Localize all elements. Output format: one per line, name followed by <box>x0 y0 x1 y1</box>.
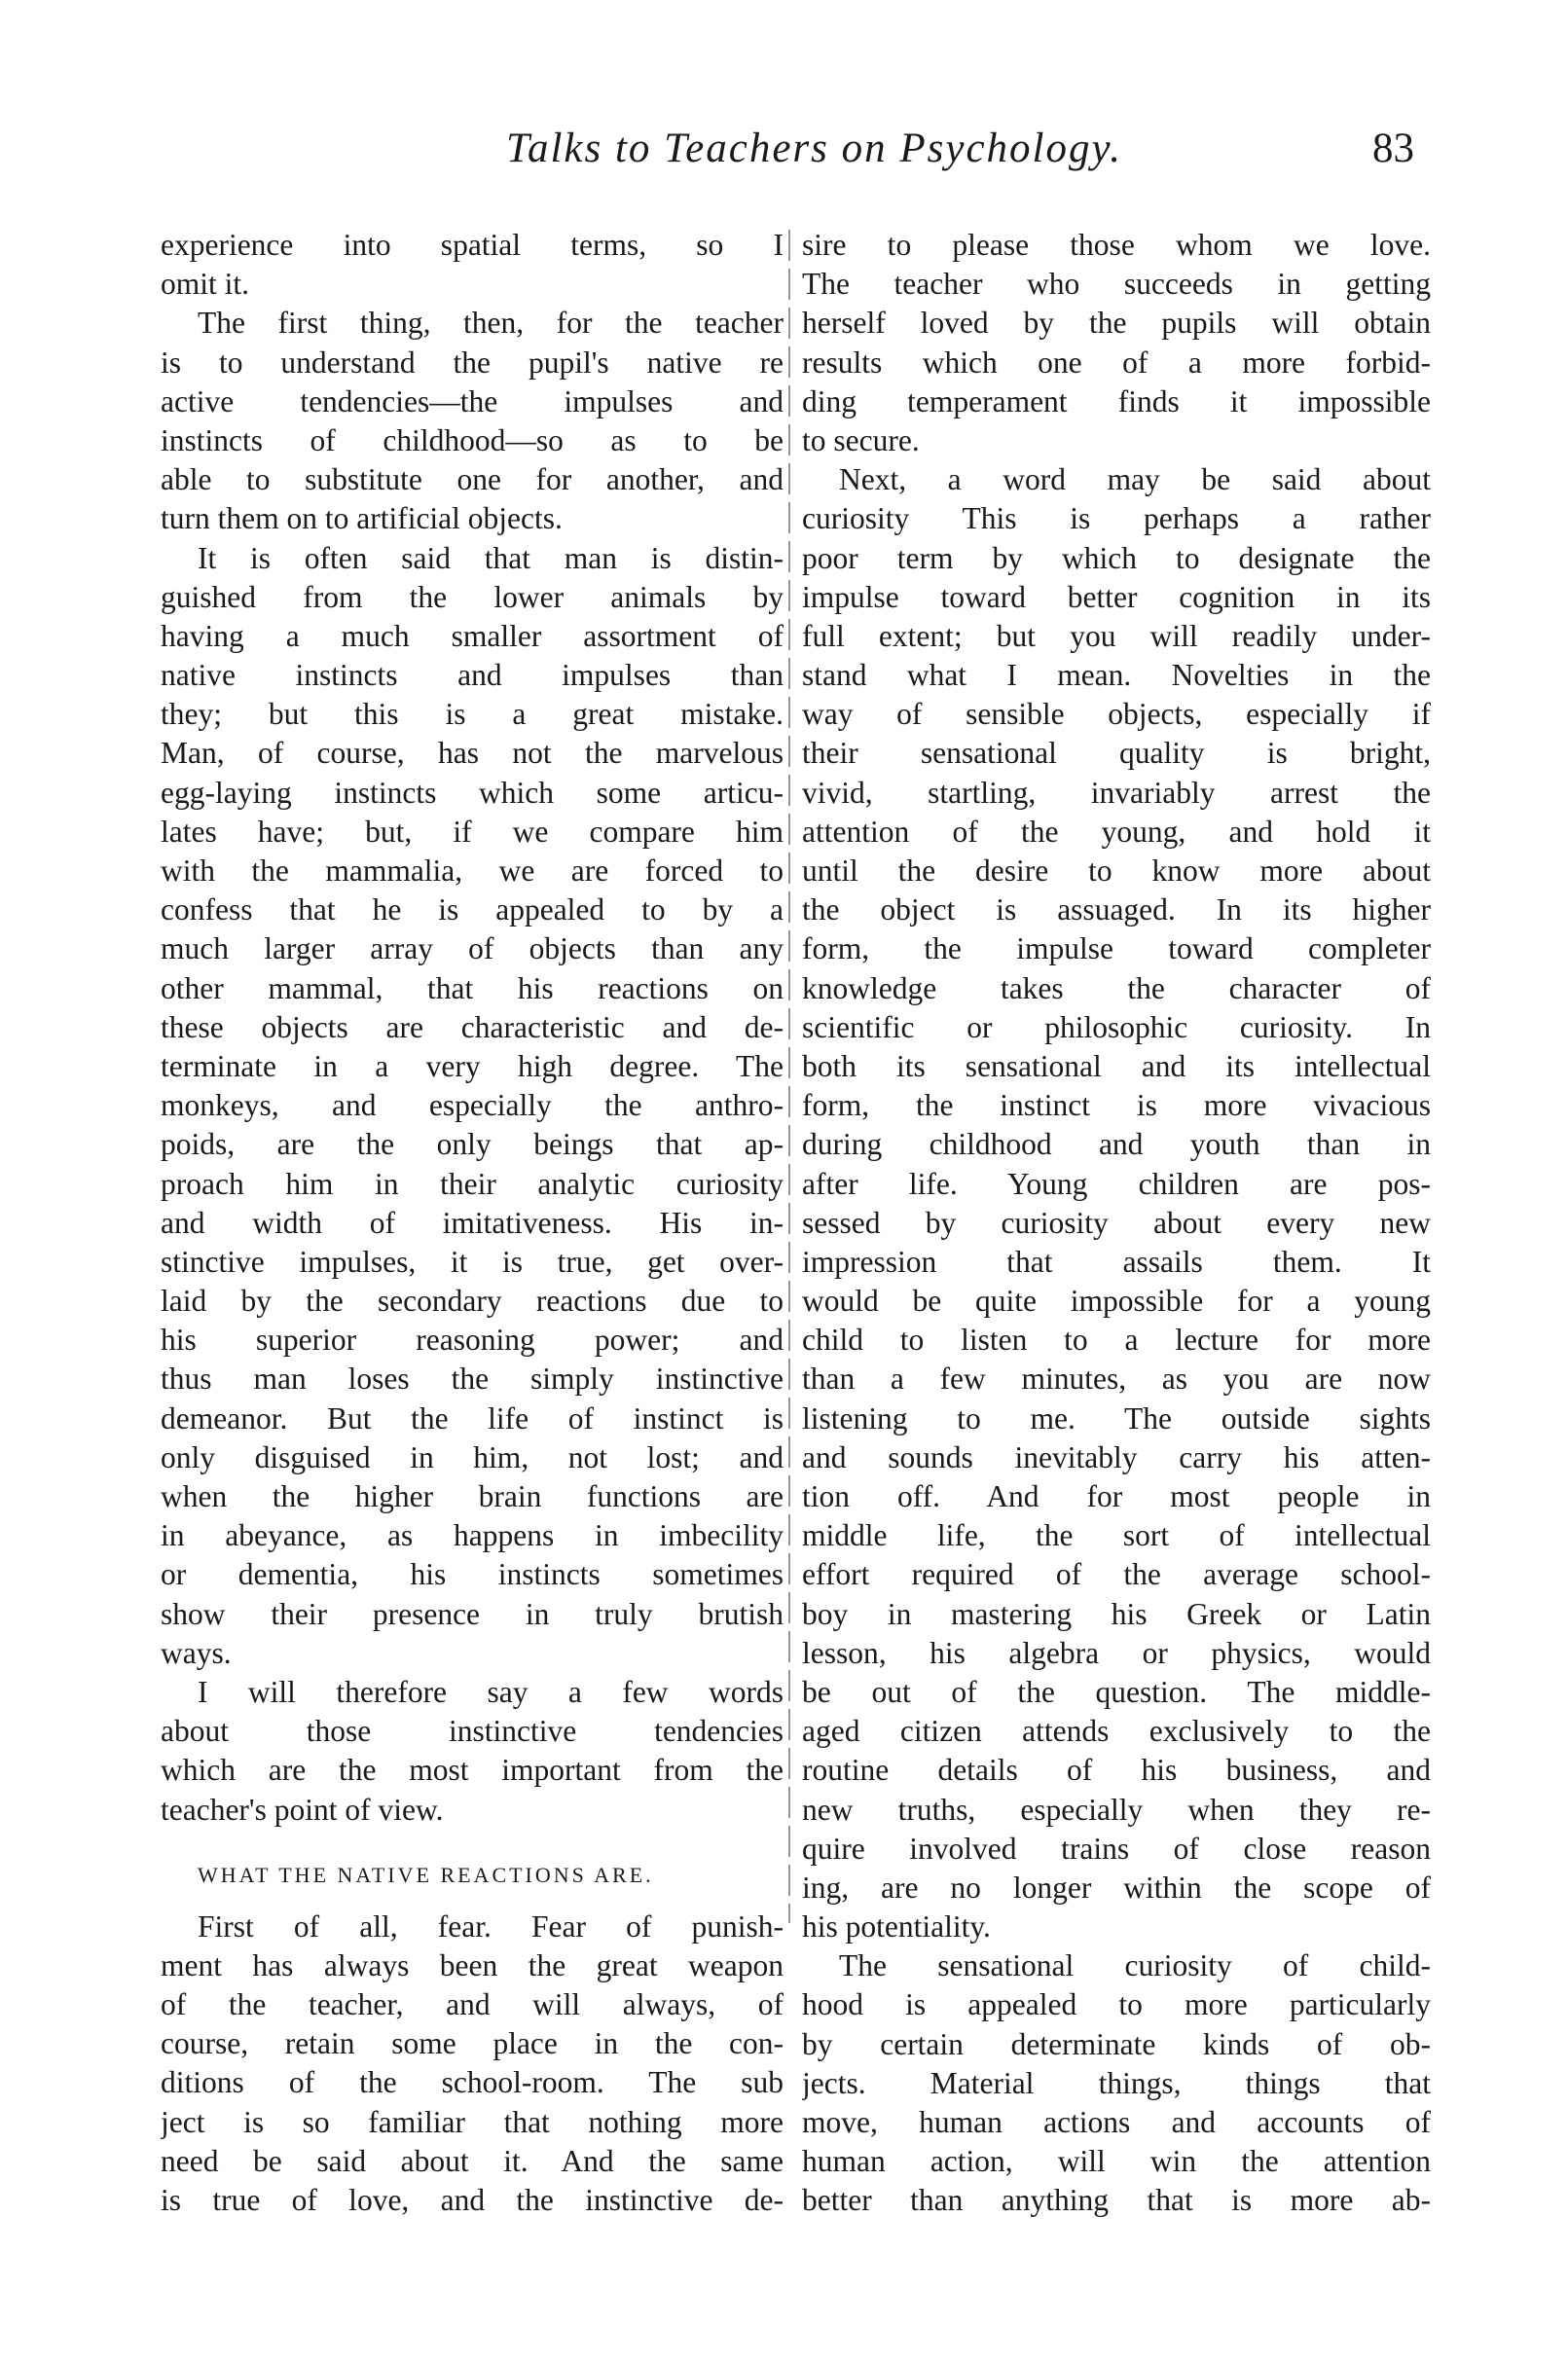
text-line: stand what I mean. Novelties in the <box>802 658 1431 693</box>
text-line: The sensational curiosity of child- <box>839 1948 1431 1983</box>
right-column <box>802 226 1431 2221</box>
text-line: herself loved by the pupils will obtain <box>802 306 1431 341</box>
text-line: experience into spatial terms, so I <box>161 228 784 262</box>
text-line: his superior reasoning power; and <box>161 1323 784 1358</box>
text-line: much larger array of objects than any <box>161 931 784 966</box>
text-line: ment has always been the great weapon <box>161 1947 784 1982</box>
text-line: in abeyance, as happens in imbecility <box>161 1518 784 1553</box>
left-column <box>161 226 784 2220</box>
text-line: impulse toward better cognition in its <box>802 579 1431 614</box>
text-line: than a few minutes, as you are now <box>802 1362 1431 1397</box>
text-line: form, the instinct is more vivacious <box>802 1088 1431 1123</box>
text-line: knowledge takes the character of <box>802 970 1431 1005</box>
text-line: the object is assuaged. In its higher <box>802 892 1431 927</box>
text-line: or dementia, his instincts sometimes <box>161 1557 784 1592</box>
text-line: monkeys, and especially the anthro- <box>161 1088 784 1123</box>
text-line: boy in mastering his Greek or Latin <box>802 1596 1431 1631</box>
text-line: ject is so familiar that nothing more <box>161 2104 784 2139</box>
text-line: omit it. <box>161 267 250 302</box>
text-line: human action, will win the attention <box>802 2144 1431 2179</box>
text-line: only disguised in him, not lost; and <box>161 1439 784 1474</box>
text-line: would be quite impossible for a young <box>802 1284 1431 1319</box>
text-line: having a much smaller assortment of <box>161 618 784 653</box>
text-line: I will therefore say a few words <box>198 1674 784 1709</box>
text-line: about those instinctive tendencies <box>161 1714 784 1749</box>
running-head <box>0 125 1568 183</box>
text-line: they; but this is a great mistake. <box>161 697 784 732</box>
text-line: thus man loses the simply instinctive <box>161 1362 784 1397</box>
text-line: way of sensible objects, especially if <box>802 697 1431 732</box>
text-line: other mammal, that his reactions on <box>161 970 784 1005</box>
text-line: vivid, startling, invariably arrest the <box>802 775 1431 810</box>
text-line: of the teacher, and will always, of <box>161 1987 784 2022</box>
text-line: poids, are the only beings that ap- <box>161 1127 784 1162</box>
text-line: ing, are no longer within the scope of <box>802 1870 1431 1905</box>
text-line: impression that assails them. It <box>802 1244 1431 1279</box>
text-line: Man, of course, has not the marvelous <box>161 736 784 771</box>
text-line: sire to please those whom we love. <box>802 228 1431 262</box>
text-line: The first thing, then, for the teacher <box>198 306 784 341</box>
text-line: until the desire to know more about <box>802 854 1431 888</box>
text-line: ways. <box>161 1635 232 1670</box>
text-line: instincts of childhood—so as to be <box>161 422 784 457</box>
text-line: hood is appealed to more particularly <box>802 1987 1431 2022</box>
text-line: middle life, the sort of intellectual <box>802 1518 1431 1553</box>
text-line: their sensational quality is bright, <box>802 736 1431 771</box>
text-line: move, human actions and accounts of <box>802 2105 1431 2139</box>
text-line: full extent; but you will readily under- <box>802 618 1431 653</box>
running-title: Talks to Teachers on Psychology. <box>506 126 1122 171</box>
text-line: laid by the secondary reactions due to <box>161 1284 784 1319</box>
text-line: confess that he is appealed to by a <box>161 892 784 927</box>
text-line: which are the most important from the <box>161 1753 784 1788</box>
text-line: active tendencies—the impulses and <box>161 383 784 418</box>
text-line: stinctive impulses, it is true, get over- <box>161 1244 784 1279</box>
text-line: when the higher brain functions are <box>161 1479 784 1513</box>
text-line: native instincts and impulses than <box>161 658 784 693</box>
text-line: results which one of a more forbid- <box>802 345 1431 380</box>
text-line: guished from the lower animals by <box>161 579 784 614</box>
text-line: aged citizen attends exclusively to the <box>802 1714 1431 1749</box>
text-line: child to listen to a lecture for more <box>802 1323 1431 1358</box>
text-line: lesson, his algebra or physics, would <box>802 1635 1431 1670</box>
text-line: his potentiality. <box>802 1909 991 1944</box>
text-line: It is often said that man is distin- <box>198 540 784 575</box>
text-line: show their presence in truly brutish <box>161 1596 784 1631</box>
text-line: attention of the young, and hold it <box>802 814 1431 849</box>
text-line: able to substitute one for another, and <box>161 462 784 497</box>
text-line: with the mammalia, we are forced to <box>161 854 784 888</box>
text-line: Next, a word may be said about <box>839 462 1431 497</box>
text-line: turn them on to artificial objects. <box>161 501 563 536</box>
text-line: course, retain some place in the con- <box>161 2026 784 2061</box>
text-line: new truths, especially when they re- <box>802 1792 1431 1827</box>
text-line: and width of imitativeness. His in- <box>161 1205 784 1240</box>
text-line: effort required of the average school- <box>802 1557 1431 1592</box>
text-line: jects. Material things, things that <box>802 2065 1431 2100</box>
text-line: form, the impulse toward completer <box>802 931 1431 966</box>
page-number: 83 <box>1372 126 1414 171</box>
text-line: The teacher who succeeds in getting <box>802 267 1431 302</box>
text-line: during childhood and youth than in <box>802 1127 1431 1162</box>
text-line: be out of the question. The middle- <box>802 1674 1431 1709</box>
text-line: ding temperament finds it impossible <box>802 383 1431 418</box>
text-line: lates have; but, if we compare him <box>161 814 784 849</box>
text-line: sessed by curiosity about every new <box>802 1205 1431 1240</box>
text-line: poor term by which to designate the <box>802 540 1431 575</box>
text-line: First of all, fear. Fear of punish- <box>198 1908 784 1944</box>
text-line: terminate in a very high degree. The <box>161 1048 784 1083</box>
text-line: need be said about it. And the same <box>161 2143 784 2178</box>
text-line: to secure. <box>802 422 920 457</box>
text-line: listening to me. The outside sights <box>802 1400 1431 1435</box>
text-line: demeanor. But the life of instinct is <box>161 1400 784 1435</box>
text-line: these objects are characteristic and de- <box>161 1009 784 1044</box>
text-line: after life. Young children are pos- <box>802 1166 1431 1201</box>
text-line: both its sensational and its intellectual <box>802 1048 1431 1083</box>
text-line: is true of love, and the instinctive de- <box>161 2183 784 2217</box>
text-line: ditions of the school-room. The sub <box>161 2065 784 2100</box>
column-divider <box>788 230 790 1923</box>
text-line: by certain determinate kinds of ob- <box>802 2026 1431 2061</box>
text-line: proach him in their analytic curiosity <box>161 1166 784 1201</box>
text-line: egg-laying instincts which some articu- <box>161 775 784 810</box>
text-line: scientific or philosophic curiosity. In <box>802 1009 1431 1044</box>
text-line: tion off. And for most people in <box>802 1479 1431 1513</box>
text-line: quire involved trains of close reason <box>802 1831 1431 1866</box>
text-line: teacher's point of view. <box>161 1792 444 1827</box>
text-line: curiosity This is perhaps a rather <box>802 501 1431 536</box>
text-line: is to understand the pupil's native re <box>161 345 784 380</box>
text-line: routine details of his business, and <box>802 1753 1431 1788</box>
section-heading: WHAT THE NATIVE REACTIONS ARE. <box>198 1862 654 1887</box>
text-line: and sounds inevitably carry his atten- <box>802 1439 1431 1474</box>
text-line: better than anything that is more ab- <box>802 2183 1431 2218</box>
